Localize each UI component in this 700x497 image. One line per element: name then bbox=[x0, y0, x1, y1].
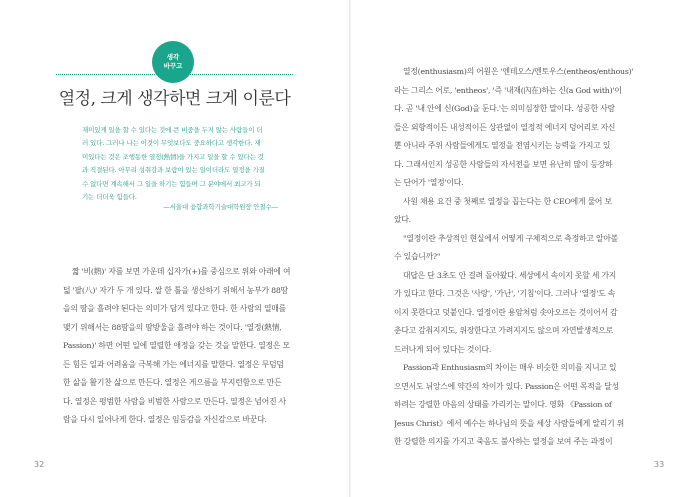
quote-line: 수 없다면 계속해서 그 일을 하기는 힘들며 그 분야에서 최고가 되 bbox=[82, 179, 261, 188]
body-line: 한 삶을 활기찬 삶으로 만든다. 열정은 게으름을 부지런함으로 만든 bbox=[63, 378, 282, 387]
chapter-title: 열정, 크게 생각하면 크게 이룬다 bbox=[58, 89, 291, 109]
quote-line: 과 직결된다. 아무리 성취감과 보람이 있는 일이더라도 열정을 가질 bbox=[82, 166, 265, 175]
body-line: 으면서도 뉘앙스에 약간의 차이가 있다. Passion은 어떤 목적을 달성 bbox=[394, 381, 619, 391]
body-line: 다. 곧 '내 안에 신(God)을 둔다.'는 의미심장한 말이다. 성공한 사람 bbox=[394, 104, 615, 113]
body-line: 덟 '팔(八)' 자가 두 개 있다. 쌀 한 톨을 생산하기 위해서 농부가 88땀 bbox=[63, 285, 288, 295]
body-line: 드러나게 되어 있다는 것이다. bbox=[394, 344, 492, 354]
badge-line: 생각 bbox=[166, 53, 180, 61]
left-page bbox=[0, 0, 349, 497]
body-line: 춘다고 감춰지지도, 위장한다고 가려지지도 않으며 자연발생적으로 bbox=[394, 326, 613, 335]
quote-line: 미있다는 것은 조행동한 열정(熱情)을 가지고 일을 할 수 있다는 것 bbox=[82, 152, 264, 161]
body-line: "열정이란 추상적인 현실에서 어떻게 구체적으로 측정하고 알아볼 bbox=[403, 233, 619, 243]
body-line: 람을 다시 일어나게 한다. 열정은 임등감을 자신감으로 바꾼다. bbox=[63, 415, 267, 424]
quote-line: 재미있게 일을 할 수 있다는 것에 큰 비중을 두지 않는 사람들이 더 bbox=[82, 126, 263, 134]
body-line: 다. 그래서인지 성공한 사람들의 자서전을 보면 유난히 많이 등장하 bbox=[394, 159, 613, 169]
body-line: 는 단어가 '열정'이다. bbox=[394, 178, 464, 187]
body-line: 사원 채용 요건 중 첫째로 열정을 꼽는다는 한 CEO에게 물어 보 bbox=[403, 196, 612, 206]
body-line: 을의 땀을 흘려야 된다는 의미가 담겨 있다고 한다. 한 사람의 열매를 bbox=[63, 304, 287, 313]
body-line: 짧 '비(熱)' 자를 보면 가운데 십자가(+)를 중심으로 위와 아래에 여 bbox=[72, 267, 291, 276]
dotted-divider bbox=[56, 74, 293, 75]
body-line: 수 있습니까?" bbox=[394, 252, 441, 261]
body-line: 다. 열정은 평범한 사람을 비범한 사람으로 만든다. 열정은 넘어진 사 bbox=[63, 396, 287, 406]
right-page bbox=[351, 0, 700, 497]
left-body-text bbox=[63, 263, 297, 430]
body-line: 대답은 단 3초도 안 걸려 돌아왔다. 세상에서 속이지 못할 세 가지 bbox=[403, 270, 617, 280]
body-line: 뿐 아니라 주위 사람들에게도 열정을 전염시키는 능력을 가지고 있 bbox=[394, 141, 611, 150]
page-number-right: 33 bbox=[654, 460, 665, 469]
section-badge bbox=[152, 41, 194, 83]
body-line: 한 강렬한 의지를 가지고 죽음도 불사하는 열정을 보여 주는 과정이 bbox=[394, 437, 613, 446]
right-body-text bbox=[394, 63, 641, 452]
body-line: 가 있다고 한다. 그것은 '사랑', '가난', '기침'이다. 그러나 '열정'도 속 bbox=[394, 289, 616, 298]
body-line: 맺기 위해서는 88땀을의 땀방울을 흘려야 하는 것이다. '열정(熱情, bbox=[63, 322, 282, 332]
body-line: Passion과 Enthusiasm의 차이는 매우 비슷한 의미를 지니고 있 bbox=[403, 363, 617, 372]
body-line: Jesus Christ》에서 예수는 하나님의 뜻을 세상 사람들에게 알리기 위 bbox=[394, 418, 625, 428]
body-line: 열정(enthusiasm)의 어원은 '엔테오스/엔토우스(entheos/enthous)' bbox=[403, 67, 634, 76]
body-line: 라는 그리스 어로, 'entheos', '즉 '내재(內在)하는 신(a God with)'이 bbox=[394, 85, 622, 95]
quote-line: 러 있다. 그러나 나는 이것이 무엇보다도 중요하다고 생각한다. 재 bbox=[82, 139, 261, 148]
body-line: 들은 외향적이든 내성적이든 상관없이 열정적 에너지 덩어리로 자신 bbox=[394, 122, 616, 132]
body-line: Passion)' 하면 어떤 일에 열렬한 애정을 갖는 것을 말한다. 열정은 모 bbox=[63, 341, 290, 350]
body-line: 이지 못한다고 덧붙인다. 열정이란 용암처럼 솟아오르는 것이어서 감 bbox=[394, 307, 618, 317]
body-line: 았다. bbox=[394, 215, 411, 224]
badge-line: 바꾸고 bbox=[163, 62, 183, 70]
epigraph-quote bbox=[82, 124, 278, 204]
body-line: 든 힘든 일과 어려움을 극복해 가는 에너지를 말한다. 열정은 무덤덤 bbox=[63, 359, 284, 369]
quote-line: 기는 더더욱 힘들다. bbox=[82, 193, 137, 202]
page-number-left: 32 bbox=[34, 460, 45, 469]
epigraph-source: —서울대 융합과학기술대학원장 안철수— bbox=[163, 203, 278, 211]
body-line: 하려는 강렬한 마음의 상태를 가리키는 말이다. 영화 《Passion of bbox=[394, 400, 612, 409]
